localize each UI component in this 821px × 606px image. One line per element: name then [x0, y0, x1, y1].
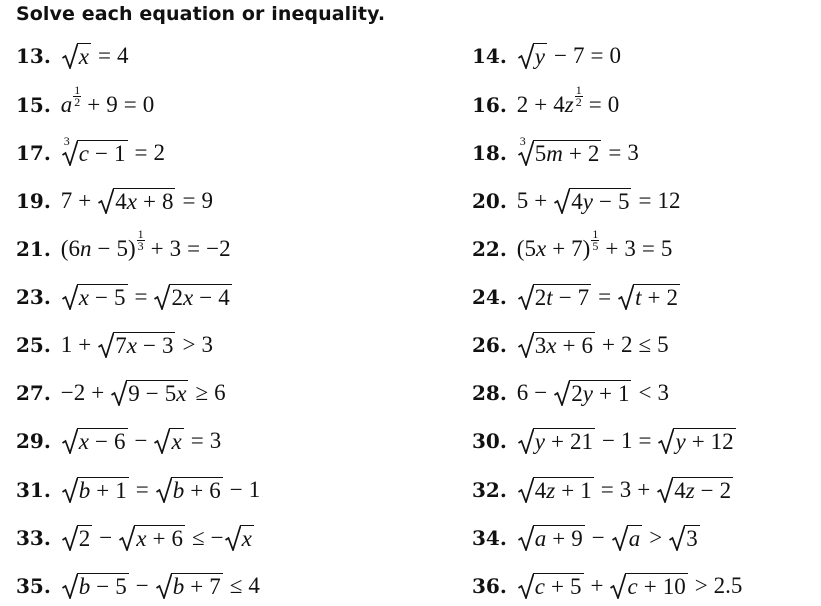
- problem-number: 31.: [16, 478, 51, 502]
- problem-27: [16, 373, 226, 413]
- square-root: 9 − 5x: [111, 380, 188, 406]
- problem-24: [472, 277, 681, 317]
- square-root: 2y + 1: [554, 380, 631, 406]
- inequality: 1 + 7x − 3 > 3: [60, 332, 213, 358]
- problem-31: [16, 470, 260, 510]
- square-root: c + 5: [518, 573, 584, 599]
- square-root: b − 5: [62, 573, 129, 599]
- square-root: 4y − 5: [554, 188, 631, 214]
- square-root: b + 1: [62, 477, 129, 503]
- problem-number: 26.: [472, 333, 507, 357]
- problem-14: [472, 36, 621, 76]
- square-root: 7x − 3: [98, 332, 175, 358]
- problem-number: 35.: [16, 574, 51, 598]
- equation: b + 1 = b + 6 − 1: [61, 477, 260, 503]
- square-root: x − 6: [62, 428, 128, 454]
- equation: x − 6 − x = 3: [61, 428, 221, 454]
- inequality: a + 9 − a > 3: [517, 525, 701, 551]
- problem-26: [472, 325, 669, 365]
- inequality: c + 5 + c + 10 > 2.5: [517, 573, 743, 599]
- problem-number: 24.: [472, 285, 507, 309]
- square-root: x: [62, 43, 91, 69]
- problem-number: 16.: [472, 93, 507, 117]
- problem-number: 13.: [16, 44, 51, 68]
- problem-15: [16, 82, 155, 125]
- equation: y + 21 − 1 = y + 12: [517, 428, 737, 454]
- equation: 2t − 7 = t + 2: [517, 284, 681, 310]
- problem-25: [16, 325, 213, 365]
- problem-29: [16, 421, 221, 461]
- problem-19: [16, 181, 213, 221]
- problem-number: 33.: [16, 526, 51, 550]
- square-root: y + 12: [658, 428, 735, 454]
- square-root: y + 21: [518, 428, 595, 454]
- problem-number: 28.: [472, 381, 507, 405]
- square-root: y: [518, 43, 547, 69]
- inequality: 3x + 6 + 2 ≤ 5: [517, 332, 669, 358]
- square-root: 3x + 6: [518, 332, 595, 358]
- problem-number: 29.: [16, 429, 51, 453]
- equation: 5 + 4y − 5 = 12: [516, 188, 681, 214]
- square-root: b + 7: [156, 573, 223, 599]
- problem-number: 21.: [16, 237, 51, 261]
- problem-number: 20.: [472, 189, 507, 213]
- problem-17: [16, 133, 165, 173]
- inequality: 6 − 2y + 1 < 3: [516, 380, 669, 406]
- square-root: 2: [62, 525, 93, 551]
- problem-number: 15.: [16, 93, 51, 117]
- equation: 3 c − 1 = 2: [63, 134, 165, 166]
- problem-number: 14.: [472, 44, 507, 68]
- equation: y − 7 = 0: [517, 43, 621, 69]
- inequality: 2 − x + 6 ≤ − x: [61, 525, 255, 551]
- problem-33: [16, 518, 255, 558]
- square-root: t + 2: [618, 284, 680, 310]
- equation: (5 x + 7) $\frac{1}{5}$ + 3 = 5: [516, 226, 673, 261]
- problem-number: 25.: [16, 333, 51, 357]
- problem-number: 18.: [472, 141, 507, 165]
- square-root: 4z + 1: [518, 477, 594, 503]
- problem-number: 36.: [472, 574, 507, 598]
- square-root: a + 9: [518, 525, 585, 551]
- square-root: 2x − 4: [154, 284, 231, 310]
- problem-number: 19.: [16, 189, 51, 213]
- square-root: x: [154, 428, 183, 454]
- problem-34: [472, 518, 701, 558]
- square-root: b + 6: [156, 477, 223, 503]
- problem-number: 34.: [472, 526, 507, 550]
- problem-28: [472, 373, 669, 413]
- equation: 2 + 4 z $\frac{1}{2}$ = 0: [516, 82, 620, 117]
- equation: 7 + 4x + 8 = 9: [60, 188, 213, 214]
- equation: 3 5m + 2 = 3: [519, 134, 639, 166]
- problem-number: 27.: [16, 381, 51, 405]
- problem-number: 30.: [472, 429, 507, 453]
- square-root: c + 10: [610, 573, 687, 599]
- problem-20: [472, 181, 680, 221]
- square-root: x + 6: [119, 525, 185, 551]
- square-root: 4z − 2: [657, 477, 733, 503]
- square-root: 3: [669, 525, 700, 551]
- equation: (6 n − 5) $\frac{1}{3}$ + 3 = −2: [60, 226, 231, 261]
- problem-number: 32.: [472, 478, 507, 502]
- problem-number: 23.: [16, 285, 51, 309]
- problem-36: [472, 566, 742, 606]
- cube-root: 3 c − 1: [63, 134, 126, 166]
- equation: x = 4: [61, 43, 129, 69]
- square-root: x: [225, 525, 254, 551]
- problem-18: [472, 133, 639, 173]
- equation: x − 5 = 2x − 4: [61, 284, 233, 310]
- page-title: Solve each equation or inequality.: [16, 3, 386, 25]
- problem-16: [472, 82, 620, 125]
- square-root: a: [612, 525, 643, 551]
- square-root: x − 5: [62, 284, 128, 310]
- problem-number: 17.: [16, 141, 51, 165]
- square-root: 4x + 8: [98, 188, 175, 214]
- problem-22: [472, 226, 673, 269]
- inequality: −2 + 9 − 5x ≥ 6: [60, 380, 226, 406]
- problem-35: [16, 566, 260, 606]
- problem-13: [16, 36, 129, 76]
- problem-32: [472, 470, 734, 510]
- square-root: 2t − 7: [518, 284, 591, 310]
- equation: 4z + 1 = 3 + 4z − 2: [517, 477, 734, 503]
- problem-21: [16, 226, 231, 269]
- problem-30: [472, 421, 737, 461]
- problem-number: 22.: [472, 237, 507, 261]
- equation: a $\frac{1}{2}$ + 9 = 0: [60, 82, 155, 117]
- problem-23: [16, 277, 233, 317]
- inequality: b − 5 − b + 7 ≤ 4: [61, 573, 260, 599]
- cube-root: 3 5m + 2: [519, 134, 600, 166]
